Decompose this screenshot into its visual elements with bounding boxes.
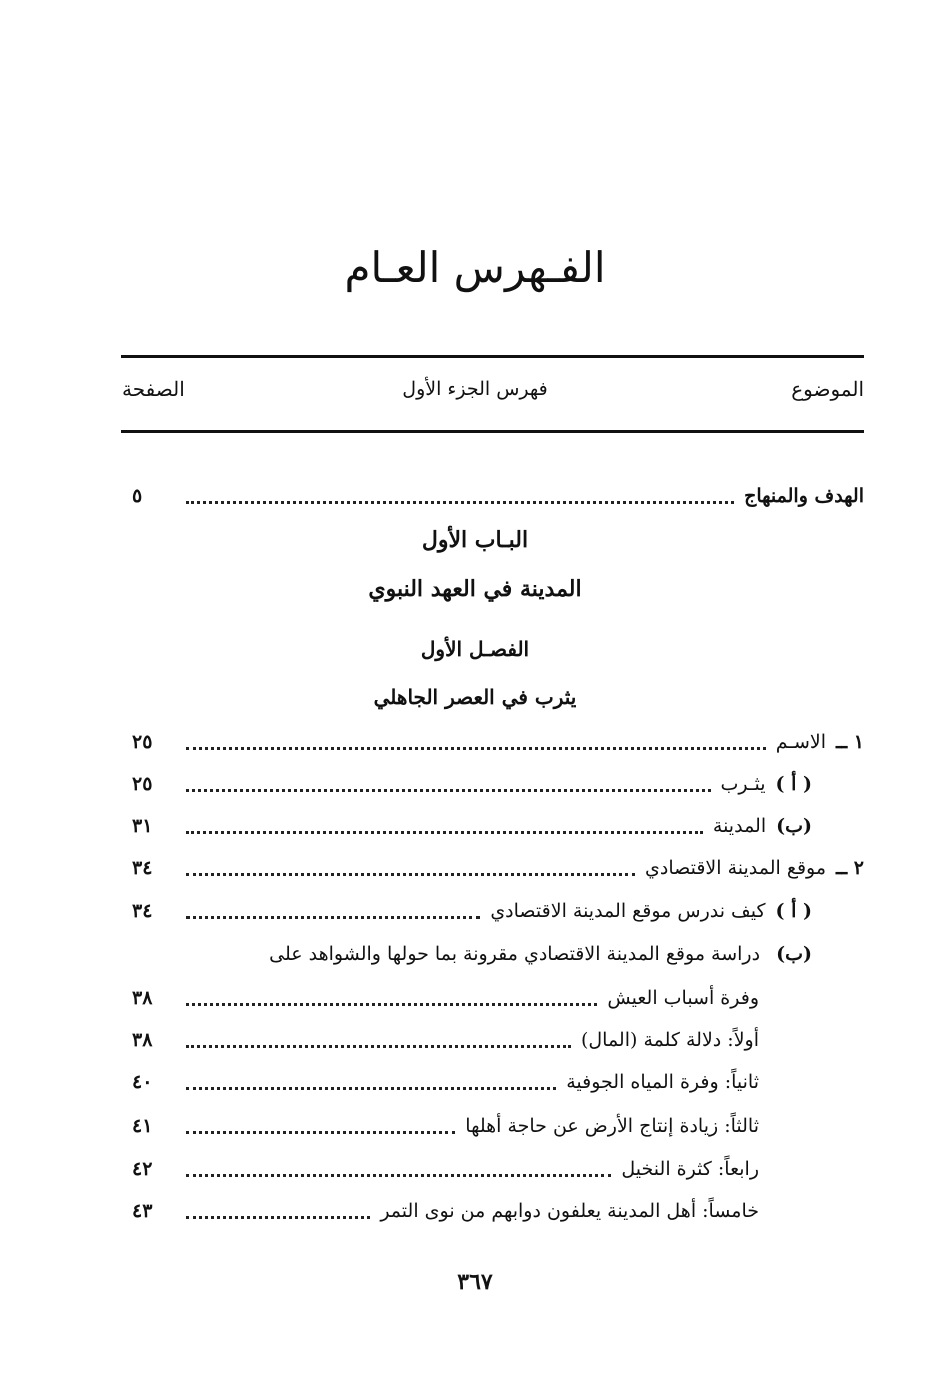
toc-entry-how-to-study — [132, 893, 812, 929]
part-subtitle: المدينة في العهد النبوي — [368, 576, 582, 602]
entry-page: ٢٥ — [132, 731, 153, 753]
entry-label: أولاً: دلالة كلمة (المال) — [580, 1029, 759, 1051]
dot-leader — [186, 1022, 571, 1058]
entry-number: ( أ ) — [775, 773, 812, 795]
entry-page: ٣٨ — [132, 987, 153, 1009]
entry-label: الاسـم — [775, 731, 827, 753]
entry-number: ١ ــ — [836, 731, 864, 753]
dot-leader — [186, 808, 703, 844]
toc-entry-name — [132, 724, 864, 760]
entry-label: يثـرب — [720, 773, 766, 795]
entry-label: خامساً: أهل المدينة يعلفون دوابهم من نوى التمر — [380, 1200, 759, 1222]
chapter-title: الفصـل الأول — [420, 637, 530, 661]
dot-leader — [186, 766, 711, 802]
dot-leader — [186, 1193, 370, 1229]
entry-number: (ب) — [776, 943, 812, 965]
toc-entry-study-line — [269, 936, 812, 972]
entry-label: ثالثاً: زيادة إنتاج الأرض عن حاجة أهلها — [465, 1115, 759, 1137]
entry-number: ٢ ــ — [836, 857, 864, 879]
dot-leader — [186, 1151, 611, 1187]
toc-entry-economic-location — [132, 850, 864, 886]
entry-label: دراسة موقع المدينة الاقتصادي مقرونة بما حولها والشواهد على — [269, 943, 761, 965]
entry-page: ٣٤ — [132, 857, 153, 879]
entry-page: ٣١ — [132, 815, 153, 837]
entry-label: وفرة أسباب العيش — [607, 987, 759, 1009]
entry-page: ٤٢ — [132, 1158, 153, 1180]
entry-number: ( أ ) — [775, 900, 812, 922]
entry-label: رابعاً: كثرة النخيل — [621, 1158, 759, 1180]
entry-label: المدينة — [712, 815, 767, 837]
bottom-rule — [121, 430, 864, 433]
dot-leader — [186, 850, 635, 886]
entry-page: ٣٨ — [132, 1029, 153, 1051]
entry-page: ٣٤ — [132, 900, 153, 922]
entry-page: ٥ — [132, 485, 143, 507]
toc-entry-abundance — [132, 980, 759, 1016]
toc-entry-second — [132, 1064, 759, 1100]
entry-label: موقع المدينة الاقتصادي — [645, 857, 827, 879]
index-title: الفـهرس العـام — [344, 243, 606, 292]
topic-column-header: الموضوع — [791, 377, 864, 401]
part-title: البـاب الأول — [421, 527, 529, 553]
dot-leader — [186, 980, 597, 1016]
entry-page: ٤١ — [132, 1115, 153, 1137]
entry-number: (ب) — [776, 815, 812, 837]
toc-entry-madina — [132, 808, 812, 844]
toc-entry-yathrib — [132, 766, 812, 802]
dot-leader — [186, 478, 734, 514]
entry-page: ٢٥ — [132, 773, 153, 795]
dot-leader — [186, 1064, 556, 1100]
toc-entry-first — [132, 1022, 759, 1058]
top-rule — [121, 355, 864, 358]
dot-leader — [186, 893, 480, 929]
page-column-header: الصفحة — [122, 377, 185, 401]
dot-leader — [186, 724, 766, 760]
volume-header: فهرس الجزء الأول — [402, 378, 548, 400]
entry-page: ٤٣ — [132, 1200, 153, 1222]
toc-entry-goal — [132, 478, 864, 514]
entry-page: ٤٠ — [132, 1071, 153, 1093]
entry-label: ثانياً: وفرة المياه الجوفية — [566, 1071, 759, 1093]
dot-leader — [186, 1108, 455, 1144]
toc-entry-fifth — [132, 1193, 759, 1229]
entry-label: الهدف والمنهاج — [744, 485, 864, 507]
entry-label: كيف ندرس موقع المدينة الاقتصادي — [490, 900, 766, 922]
page-number: ٣٦٧ — [457, 1269, 493, 1295]
toc-entry-fourth — [132, 1151, 759, 1187]
chapter-subtitle: يثرب في العصر الجاهلي — [373, 685, 577, 709]
toc-entry-third — [132, 1108, 759, 1144]
